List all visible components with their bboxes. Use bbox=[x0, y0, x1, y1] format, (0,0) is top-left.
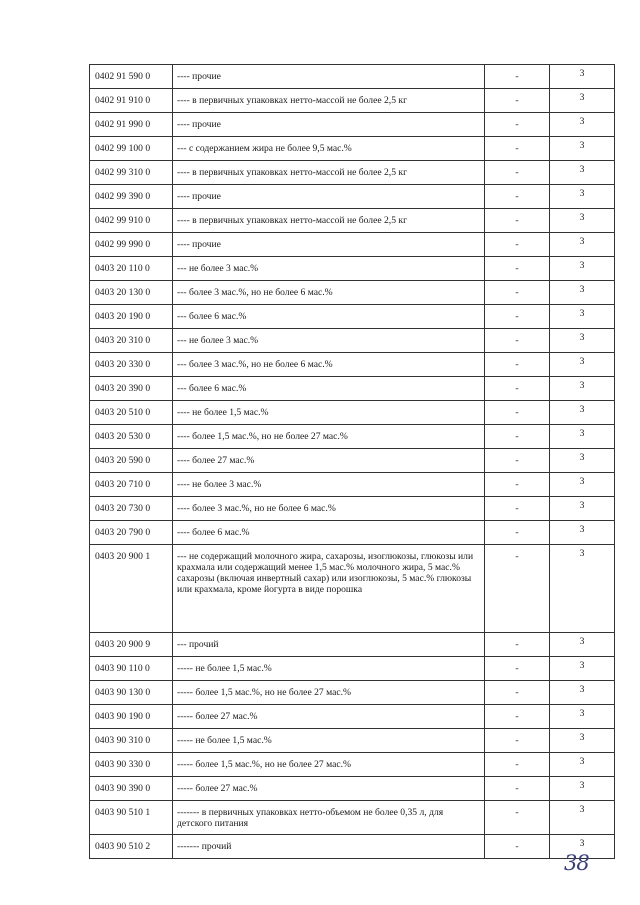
code-cell: 0402 99 910 0 bbox=[90, 209, 173, 233]
description-cell: --- более 3 мас.%, но не более 6 мас.% bbox=[173, 281, 485, 305]
dash-cell: - bbox=[485, 161, 550, 185]
table-row bbox=[90, 425, 615, 449]
table-row bbox=[90, 377, 615, 401]
rate-cell: 3 bbox=[550, 281, 615, 305]
description-cell: ---- более 3 мас.%, но не более 6 мас.% bbox=[173, 497, 485, 521]
code-cell: 0403 90 330 0 bbox=[90, 753, 173, 777]
rate-cell: 3 bbox=[550, 137, 615, 161]
rate-cell: 3 bbox=[550, 401, 615, 425]
code-cell: 0402 99 100 0 bbox=[90, 137, 173, 161]
rate-cell: 3 bbox=[550, 89, 615, 113]
table-row bbox=[90, 185, 615, 209]
table-row bbox=[90, 305, 615, 329]
description-cell: ---- прочие bbox=[173, 185, 485, 209]
description-cell: ---- более 6 мас.% bbox=[173, 521, 485, 545]
rate-cell: 3 bbox=[550, 753, 615, 777]
table-row bbox=[90, 705, 615, 729]
dash-cell: - bbox=[485, 353, 550, 377]
rate-cell: 3 bbox=[550, 377, 615, 401]
description-cell: ---- в первичных упаковках нетто-массой не более 2,5 кг bbox=[173, 161, 485, 185]
rate-cell: 3 bbox=[550, 449, 615, 473]
dash-cell: - bbox=[485, 65, 550, 89]
description-cell: ---- в первичных упаковках нетто-массой не более 2,5 кг bbox=[173, 209, 485, 233]
rate-cell: 3 bbox=[550, 473, 615, 497]
code-cell: 0403 90 190 0 bbox=[90, 705, 173, 729]
dash-cell: - bbox=[485, 473, 550, 497]
description-cell: ---- не более 1,5 мас.% bbox=[173, 401, 485, 425]
rate-cell: 3 bbox=[550, 729, 615, 753]
dash-cell: - bbox=[485, 233, 550, 257]
description-cell: --- не содержащий молочного жира, сахарозы, изоглюкозы, глюкозы или крахмала или содержащий менее 1,5 мас.% молочного жира, 5 мас.% сахарозы (включая инвертный сахар) или изоглюкозы, 5 мас.% глюкозы или крахмала, кроме йогурта в виде порошка bbox=[173, 545, 485, 633]
description-cell: ---- не более 3 мас.% bbox=[173, 473, 485, 497]
description-cell: ----- более 1,5 мас.%, но не более 27 мас.% bbox=[173, 753, 485, 777]
code-cell: 0402 99 390 0 bbox=[90, 185, 173, 209]
description-cell: --- более 6 мас.% bbox=[173, 305, 485, 329]
rate-cell: 3 bbox=[550, 657, 615, 681]
table-row bbox=[90, 521, 615, 545]
table-row bbox=[90, 113, 615, 137]
description-cell: ------- в первичных упаковках нетто-объемом не более 0,35 л, для детского питания bbox=[173, 801, 485, 835]
code-cell: 0403 90 510 2 bbox=[90, 835, 173, 859]
table-row bbox=[90, 545, 615, 633]
dash-cell: - bbox=[485, 425, 550, 449]
code-cell: 0402 99 990 0 bbox=[90, 233, 173, 257]
description-cell: ---- более 1,5 мас.%, но не более 27 мас.% bbox=[173, 425, 485, 449]
table-row bbox=[90, 65, 615, 89]
description-cell: ---- более 27 мас.% bbox=[173, 449, 485, 473]
table-row bbox=[90, 209, 615, 233]
rate-cell: 3 bbox=[550, 521, 615, 545]
code-cell: 0403 20 330 0 bbox=[90, 353, 173, 377]
rate-cell: 3 bbox=[550, 633, 615, 657]
table-row bbox=[90, 401, 615, 425]
code-cell: 0403 20 900 1 bbox=[90, 545, 173, 633]
rate-cell: 3 bbox=[550, 835, 615, 859]
code-cell: 0403 20 390 0 bbox=[90, 377, 173, 401]
description-cell: ------- прочий bbox=[173, 835, 485, 859]
rate-cell: 3 bbox=[550, 233, 615, 257]
table-row bbox=[90, 233, 615, 257]
dash-cell: - bbox=[485, 753, 550, 777]
description-cell: ---- прочие bbox=[173, 65, 485, 89]
table-row bbox=[90, 777, 615, 801]
rate-cell: 3 bbox=[550, 681, 615, 705]
table-row bbox=[90, 137, 615, 161]
table-row bbox=[90, 753, 615, 777]
rate-cell: 3 bbox=[550, 209, 615, 233]
code-cell: 0402 91 990 0 bbox=[90, 113, 173, 137]
table-row bbox=[90, 473, 615, 497]
dash-cell: - bbox=[485, 801, 550, 835]
rate-cell: 3 bbox=[550, 425, 615, 449]
dash-cell: - bbox=[485, 257, 550, 281]
rate-cell: 3 bbox=[550, 305, 615, 329]
dash-cell: - bbox=[485, 835, 550, 859]
dash-cell: - bbox=[485, 113, 550, 137]
description-cell: ----- не более 1,5 мас.% bbox=[173, 729, 485, 753]
tariff-table bbox=[89, 64, 615, 859]
dash-cell: - bbox=[485, 497, 550, 521]
rate-cell: 3 bbox=[550, 257, 615, 281]
dash-cell: - bbox=[485, 377, 550, 401]
description-cell: ----- не более 1,5 мас.% bbox=[173, 657, 485, 681]
code-cell: 0402 99 310 0 bbox=[90, 161, 173, 185]
rate-cell: 3 bbox=[550, 161, 615, 185]
table-row bbox=[90, 449, 615, 473]
rate-cell: 3 bbox=[550, 497, 615, 521]
description-cell: --- не более 3 мас.% bbox=[173, 257, 485, 281]
code-cell: 0403 20 310 0 bbox=[90, 329, 173, 353]
table-row bbox=[90, 633, 615, 657]
dash-cell: - bbox=[485, 329, 550, 353]
dash-cell: - bbox=[485, 449, 550, 473]
table-row bbox=[90, 161, 615, 185]
dash-cell: - bbox=[485, 137, 550, 161]
code-cell: 0403 20 730 0 bbox=[90, 497, 173, 521]
table-row bbox=[90, 729, 615, 753]
dash-cell: - bbox=[485, 681, 550, 705]
rate-cell: 3 bbox=[550, 777, 615, 801]
dash-cell: - bbox=[485, 633, 550, 657]
rate-cell: 3 bbox=[550, 65, 615, 89]
description-cell: --- не более 3 мас.% bbox=[173, 329, 485, 353]
description-cell: --- более 6 мас.% bbox=[173, 377, 485, 401]
page-number: 38 bbox=[564, 851, 589, 875]
code-cell: 0403 90 130 0 bbox=[90, 681, 173, 705]
dash-cell: - bbox=[485, 705, 550, 729]
rate-cell: 3 bbox=[550, 545, 615, 633]
description-cell: --- с содержанием жира не более 9,5 мас.% bbox=[173, 137, 485, 161]
table-row bbox=[90, 329, 615, 353]
code-cell: 0403 20 110 0 bbox=[90, 257, 173, 281]
dash-cell: - bbox=[485, 185, 550, 209]
code-cell: 0403 20 130 0 bbox=[90, 281, 173, 305]
rate-cell: 3 bbox=[550, 801, 615, 835]
description-cell: --- более 3 мас.%, но не более 6 мас.% bbox=[173, 353, 485, 377]
code-cell: 0403 90 310 0 bbox=[90, 729, 173, 753]
code-cell: 0402 91 590 0 bbox=[90, 65, 173, 89]
code-cell: 0403 90 110 0 bbox=[90, 657, 173, 681]
table-row bbox=[90, 281, 615, 305]
rate-cell: 3 bbox=[550, 705, 615, 729]
dash-cell: - bbox=[485, 401, 550, 425]
description-cell: ---- прочие bbox=[173, 233, 485, 257]
code-cell: 0403 20 510 0 bbox=[90, 401, 173, 425]
table-row bbox=[90, 835, 615, 859]
table-row bbox=[90, 257, 615, 281]
dash-cell: - bbox=[485, 657, 550, 681]
code-cell: 0403 20 190 0 bbox=[90, 305, 173, 329]
table-row bbox=[90, 89, 615, 113]
rate-cell: 3 bbox=[550, 329, 615, 353]
description-cell: --- прочий bbox=[173, 633, 485, 657]
code-cell: 0403 20 790 0 bbox=[90, 521, 173, 545]
dash-cell: - bbox=[485, 305, 550, 329]
tariff-table-body bbox=[90, 65, 615, 859]
table-row bbox=[90, 657, 615, 681]
code-cell: 0403 90 510 1 bbox=[90, 801, 173, 835]
rate-cell: 3 bbox=[550, 113, 615, 137]
code-cell: 0403 20 590 0 bbox=[90, 449, 173, 473]
table-row bbox=[90, 801, 615, 835]
description-cell: ---- в первичных упаковках нетто-массой не более 2,5 кг bbox=[173, 89, 485, 113]
rate-cell: 3 bbox=[550, 185, 615, 209]
code-cell: 0402 91 910 0 bbox=[90, 89, 173, 113]
description-cell: ----- более 27 мас.% bbox=[173, 705, 485, 729]
rate-cell: 3 bbox=[550, 353, 615, 377]
description-cell: ----- более 1,5 мас.%, но не более 27 мас.% bbox=[173, 681, 485, 705]
description-cell: ----- более 27 мас.% bbox=[173, 777, 485, 801]
dash-cell: - bbox=[485, 281, 550, 305]
dash-cell: - bbox=[485, 209, 550, 233]
dash-cell: - bbox=[485, 729, 550, 753]
dash-cell: - bbox=[485, 777, 550, 801]
code-cell: 0403 20 710 0 bbox=[90, 473, 173, 497]
dash-cell: - bbox=[485, 89, 550, 113]
code-cell: 0403 90 390 0 bbox=[90, 777, 173, 801]
dash-cell: - bbox=[485, 545, 550, 633]
table-row bbox=[90, 497, 615, 521]
dash-cell: - bbox=[485, 521, 550, 545]
description-cell: ---- прочие bbox=[173, 113, 485, 137]
table-row bbox=[90, 681, 615, 705]
code-cell: 0403 20 530 0 bbox=[90, 425, 173, 449]
table-row bbox=[90, 353, 615, 377]
code-cell: 0403 20 900 9 bbox=[90, 633, 173, 657]
